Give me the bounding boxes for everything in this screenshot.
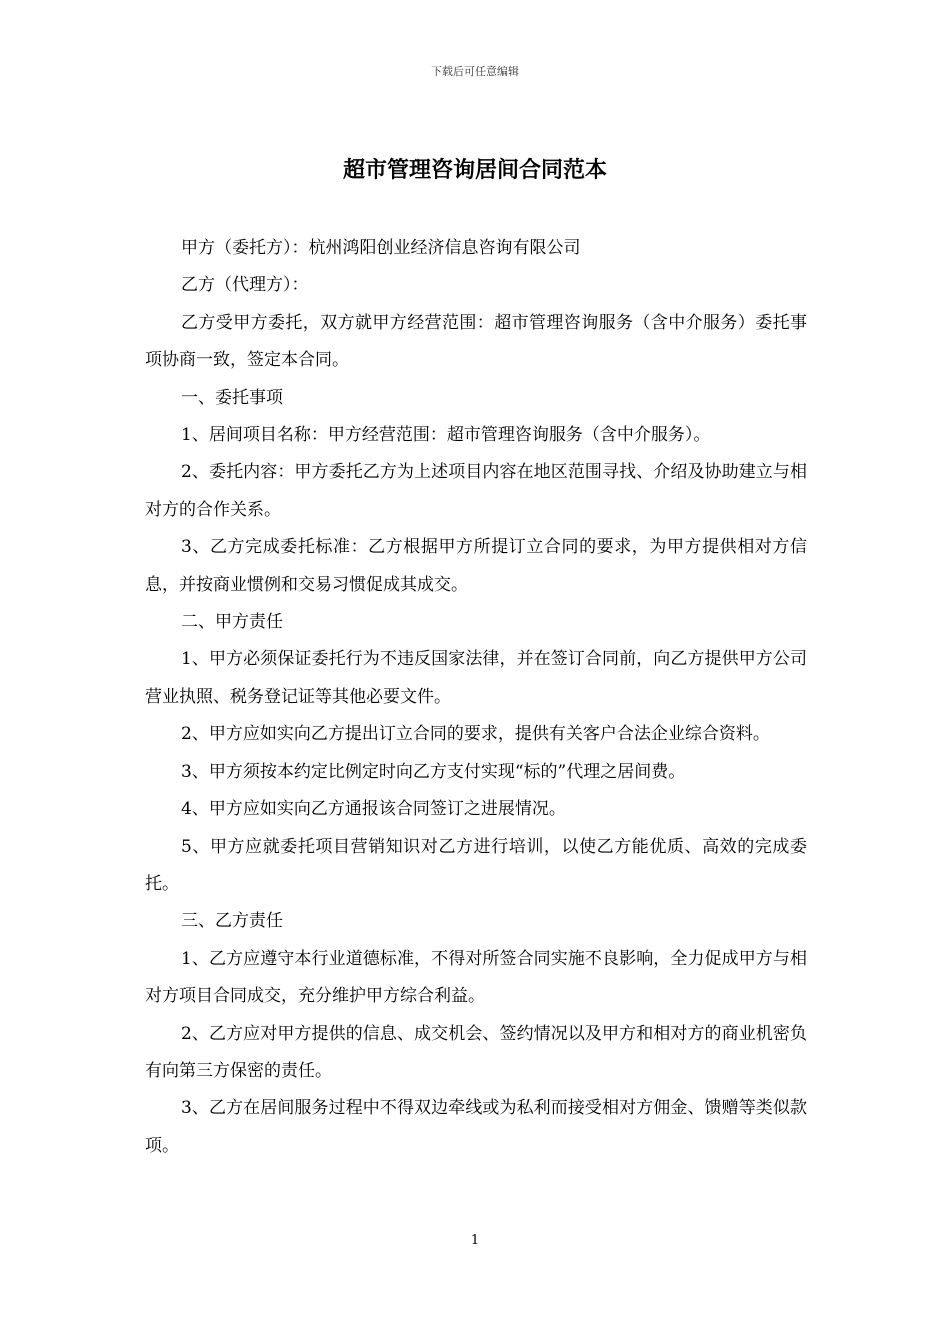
section-heading-1: 一、委托事项	[181, 387, 283, 408]
clause-2-1: 1、甲方必须保证委托行为不违反国家法律，并在签订合同前，向乙方提供甲方公司营业执照、税务登记证等其他必要文件。	[145, 649, 807, 707]
document-body	[145, 230, 807, 1165]
clause-1-3: 3、乙方完成委托标准：乙方根据甲方所提订立合同的要求，为甲方提供相对方信息，并按商业惯例和交易习惯促成其成交。	[145, 537, 807, 595]
section-heading-3: 三、乙方责任	[181, 911, 283, 932]
clause-2-5: 5、甲方应就委托项目营销知识对乙方进行培训，以使乙方能优质、高效的完成委托。	[145, 836, 807, 894]
document-title: 超市管理咨询居间合同范本	[342, 157, 607, 183]
party-b-line: 乙方（代理方）：	[181, 275, 309, 296]
clause-1-1: 1、居间项目名称：甲方经营范围：超市管理咨询服务（含中介服务）。	[181, 425, 711, 446]
clause-2-2: 2、甲方应如实向乙方提出订立合同的要求，提供有关客户合法企业综合资料。	[181, 724, 770, 745]
page-number: 1	[470, 1233, 480, 1248]
clause-1-2: 2、委托内容：甲方委托乙方为上述项目内容在地区范围寻找、介绍及协助建立与相对方的合作关系。	[145, 462, 807, 520]
clause-3-3: 3、乙方在居间服务过程中不得双边牵线或为私利而接受相对方佣金、馈赠等类似款项。	[145, 1098, 807, 1156]
intro-paragraph: 乙方受甲方委托，双方就甲方经营范围：超市管理咨询服务（含中介服务）委托事项协商一致，签定本合同。	[145, 312, 807, 371]
clause-2-4: 4、甲方应如实向乙方通报该合同签订之进展情况。	[181, 799, 566, 820]
clause-2-3: 3、甲方须按本约定比例定时向乙方支付实现“标的”代理之居间费。	[181, 761, 686, 782]
clause-3-1: 1、乙方应遵守本行业道德标准，不得对所签合同实施不良影响，全力促成甲方与相对方项目合同成交，充分维护甲方综合利益。	[145, 948, 807, 1007]
clause-3-2: 2、乙方应对甲方提供的信息、成交机会、签约情况以及甲方和相对方的商业机密负有向第三方保密的责任。	[145, 1023, 807, 1081]
section-heading-2: 二、甲方责任	[181, 612, 283, 633]
party-a-line: 甲方（委托方）：杭州鸿阳创业经济信息咨询有限公司	[181, 238, 581, 258]
header-note: 下载后可任意编辑	[431, 65, 519, 78]
